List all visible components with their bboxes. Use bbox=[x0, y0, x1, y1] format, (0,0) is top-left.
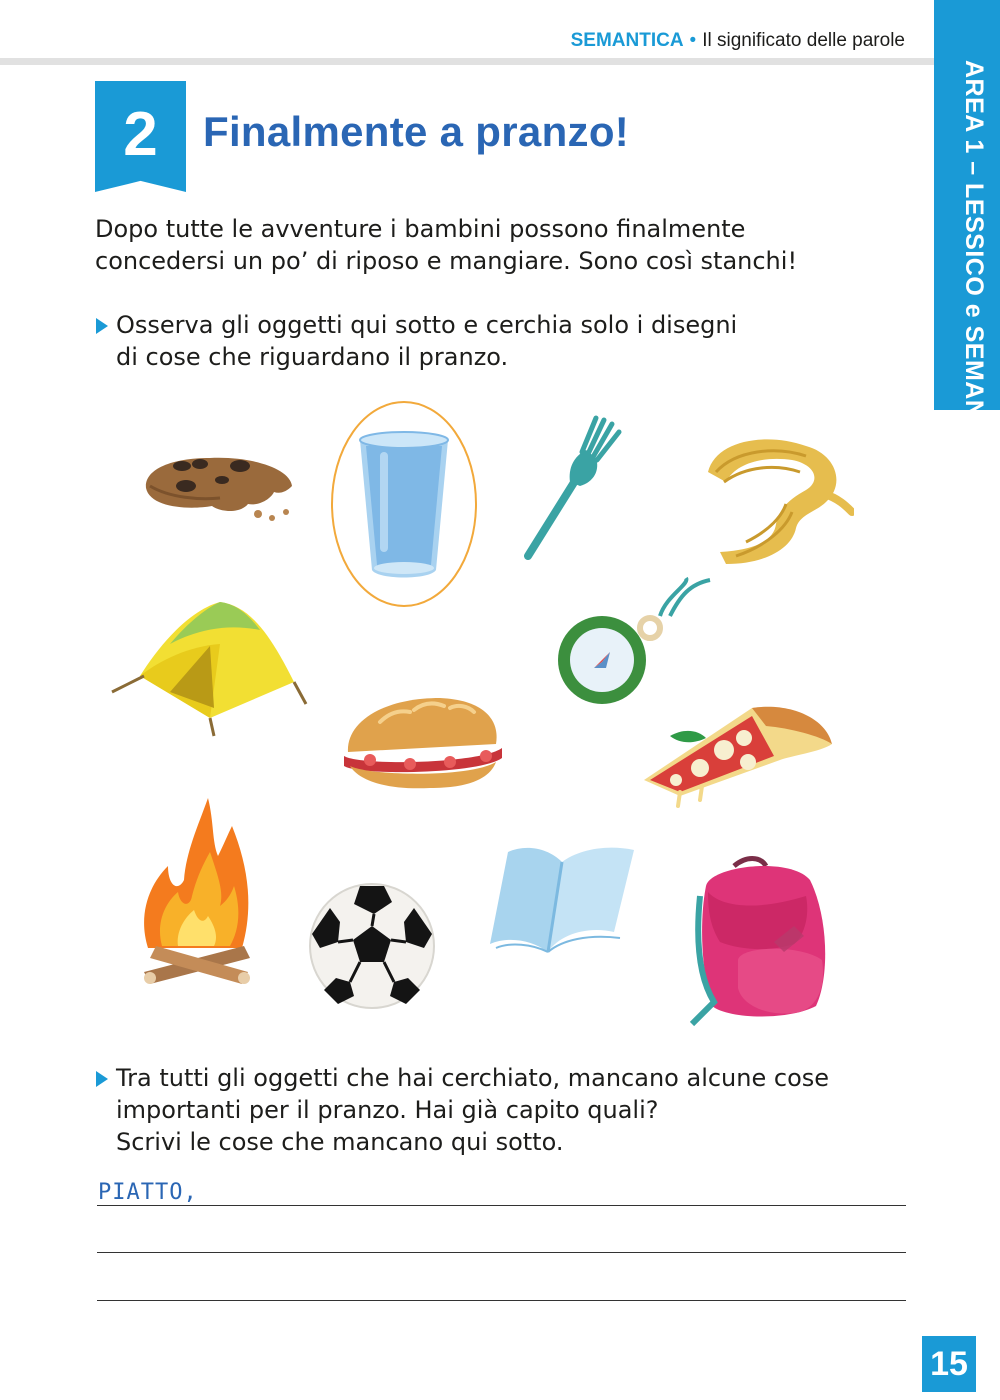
header-subtitle: Il significato delle parole bbox=[702, 30, 905, 51]
compass-icon[interactable] bbox=[540, 576, 720, 706]
fork-icon[interactable] bbox=[520, 412, 624, 562]
campfire-icon[interactable] bbox=[138, 796, 256, 988]
handwritten-answer[interactable]: PIATTO, bbox=[98, 1180, 198, 1205]
intro-line: Dopo tutte le avventure i bambini possono finalmente bbox=[95, 215, 746, 243]
intro-text bbox=[95, 213, 797, 277]
exercise-title: Finalmente a pranzo! bbox=[203, 108, 630, 155]
pasta-icon[interactable] bbox=[696, 432, 854, 570]
instruction-1 bbox=[116, 309, 737, 373]
tent-icon[interactable] bbox=[110, 594, 310, 738]
exercise-number: 2 bbox=[123, 100, 158, 169]
backpack-icon[interactable] bbox=[690, 856, 830, 1028]
intro-line: concedersi un po’ di riposo e mangiare. Sono così stanchi! bbox=[95, 247, 798, 275]
side-tab-label: AREA 1 – LESSICO e SEMANTICA bbox=[960, 60, 988, 479]
instruction-line: Osserva gli oggetti qui sotto e cerchia solo i disegni bbox=[116, 311, 738, 339]
header-rule bbox=[0, 58, 935, 65]
instruction-2 bbox=[116, 1062, 829, 1158]
header-separator: • bbox=[689, 30, 697, 51]
soccer-ball-icon[interactable] bbox=[308, 882, 436, 1010]
cookie-icon[interactable] bbox=[140, 448, 300, 530]
glass-icon[interactable] bbox=[330, 400, 478, 608]
instruction-line: Tra tutti gli oggetti che hai cerchiato, mancano alcune cose bbox=[116, 1064, 830, 1092]
page-number: 15 bbox=[922, 1336, 976, 1392]
instruction-line: Scrivi le cose che mancano qui sotto. bbox=[116, 1128, 564, 1156]
running-header bbox=[571, 30, 905, 52]
instruction-line: di cose che riguardano il pranzo. bbox=[116, 343, 509, 371]
bullet-arrow-icon bbox=[96, 1071, 108, 1087]
instruction-line: importanti per il pranzo. Hai già capito quali? bbox=[116, 1096, 659, 1124]
pizza-icon[interactable] bbox=[640, 700, 836, 808]
answer-line[interactable] bbox=[97, 1300, 906, 1301]
bullet-arrow-icon bbox=[96, 318, 108, 334]
sandwich-icon[interactable] bbox=[340, 694, 506, 794]
answer-line[interactable] bbox=[97, 1205, 906, 1206]
book-icon[interactable] bbox=[488, 836, 638, 958]
header-section: SEMANTICA bbox=[570, 30, 684, 51]
answer-line[interactable] bbox=[97, 1252, 906, 1253]
